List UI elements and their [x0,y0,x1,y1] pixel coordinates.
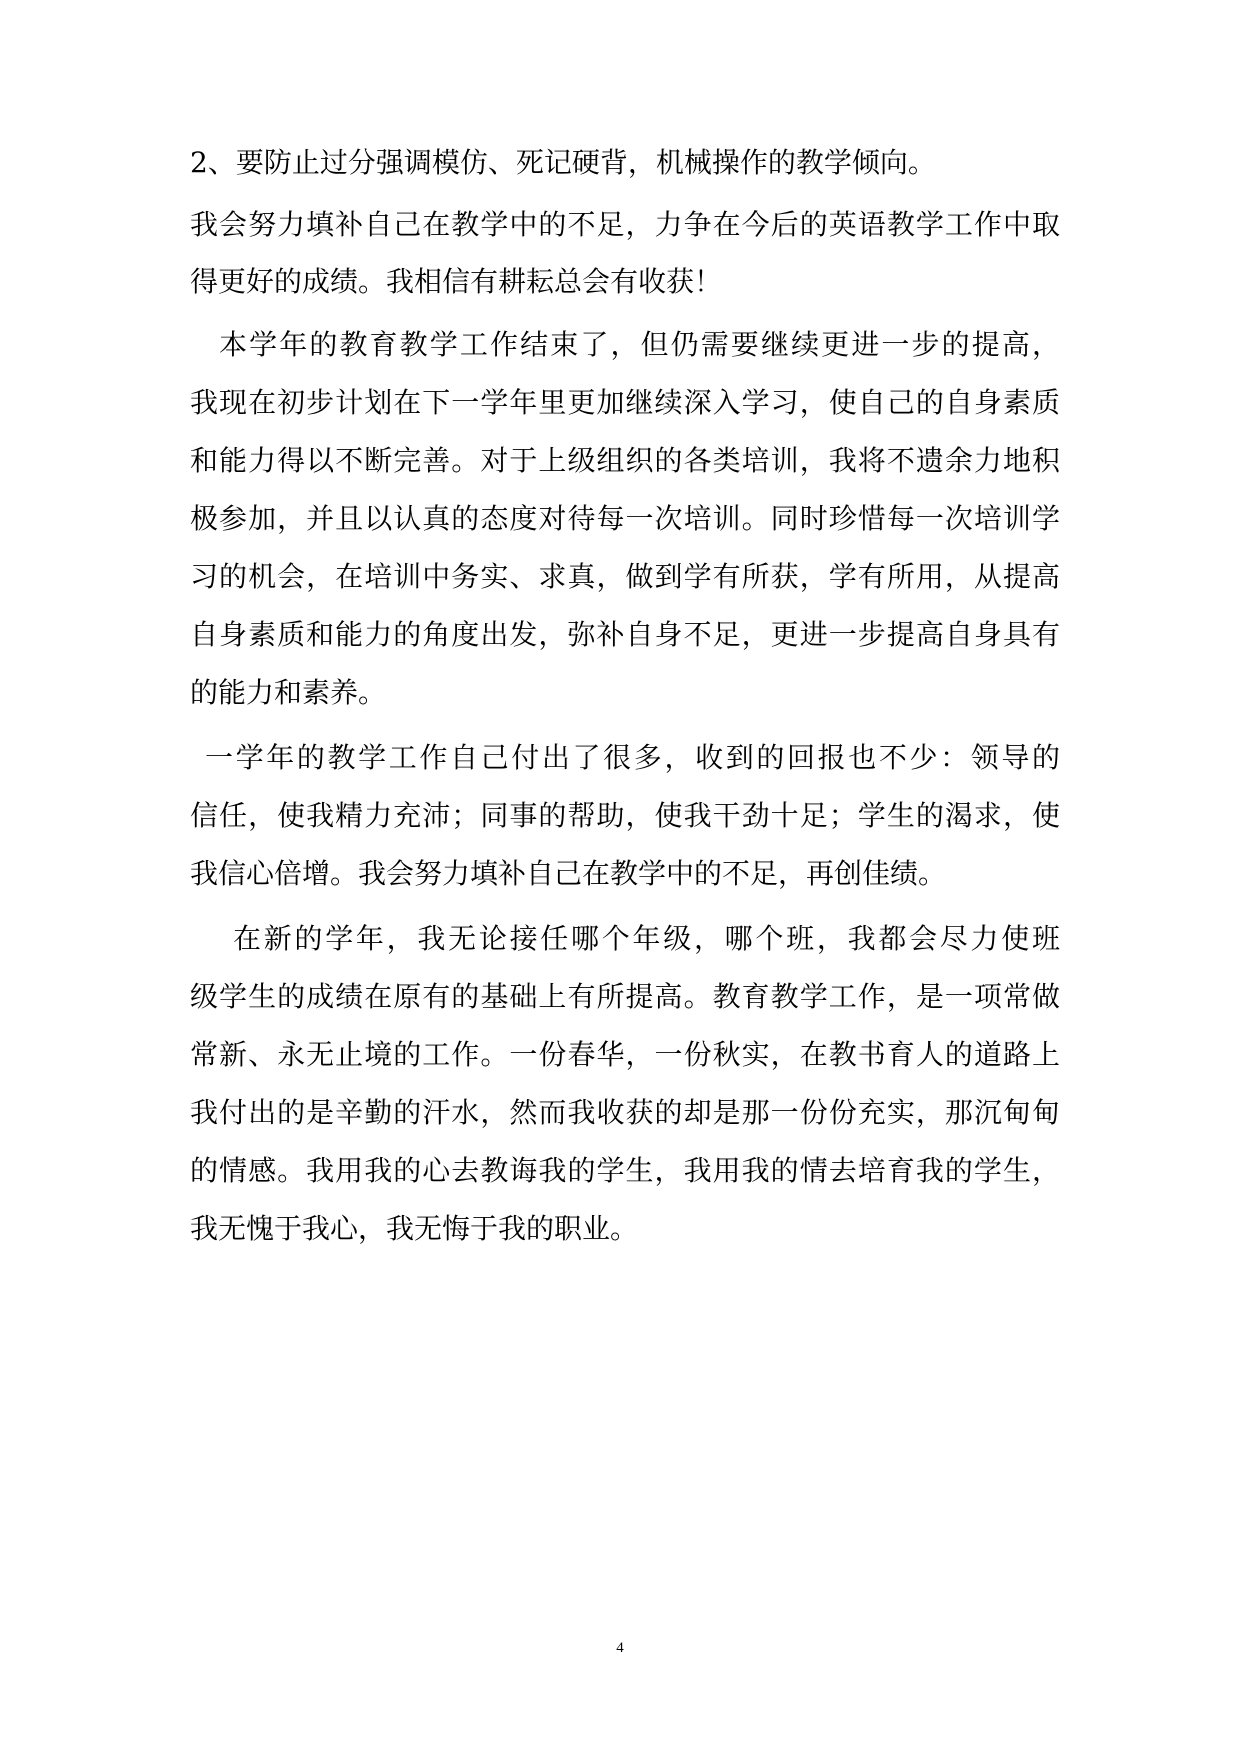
text-line: 的情感。我用我的心去教诲我的学生，我用我的情去培育我的学生， [190,1154,1060,1187]
text-line: 自身素质和能力的角度出发，弥补自身不足，更进一步提高自身具有 [190,618,1060,651]
paragraph-start: 一学年的教学工作自己付出了很多，收到的回报也不少：领导的 [205,741,1060,774]
text-line: 我无愧于我心，我无悔于我的职业。 [190,1212,639,1245]
text-line: 我现在初步计划在下一学年里更加继续深入学习，使自己的自身素质 [190,386,1060,419]
list-item-2: 2、要防止过分强调模仿、死记硬背，机械操作的教学倾向。 [190,146,936,179]
paragraph-start: 在新的学年，我无论接任哪个年级，哪个班，我都会尽力使班 [233,922,1060,955]
text-line: 和能力得以不断完善。对于上级组织的各类培训，我将不遗余力地积 [190,444,1060,477]
page-number: 4 [616,1640,624,1656]
text-line: 我付出的是辛勤的汗水，然而我收获的却是那一份份充实，那沉甸甸 [190,1096,1060,1129]
text-line: 信任，使我精力充沛；同事的帮助，使我干劲十足；学生的渴求，使 [190,799,1060,832]
text-line: 的能力和素养。 [190,676,387,709]
text-line: 我会努力填补自己在教学中的不足，力争在今后的英语教学工作中取 [190,208,1060,241]
paragraph-start: 本学年的教育教学工作结束了，但仍需要继续更进一步的提高， [219,328,1060,361]
text-line: 极参加，并且以认真的态度对待每一次培训。同时珍惜每一次培训学 [190,502,1060,535]
text-line: 我信心倍增。我会努力填补自己在教学中的不足，再创佳绩。 [190,857,947,890]
text-line: 习的机会，在培训中务实、求真，做到学有所获，学有所用，从提高 [190,560,1060,593]
text-line: 得更好的成绩。我相信有耕耘总会有收获！ [190,265,723,298]
text-line: 级学生的成绩在原有的基础上有所提高。教育教学工作，是一项常做 [190,980,1060,1013]
text-line: 常新、永无止境的工作。一份春华，一份秋实，在教书育人的道路上 [190,1038,1060,1071]
